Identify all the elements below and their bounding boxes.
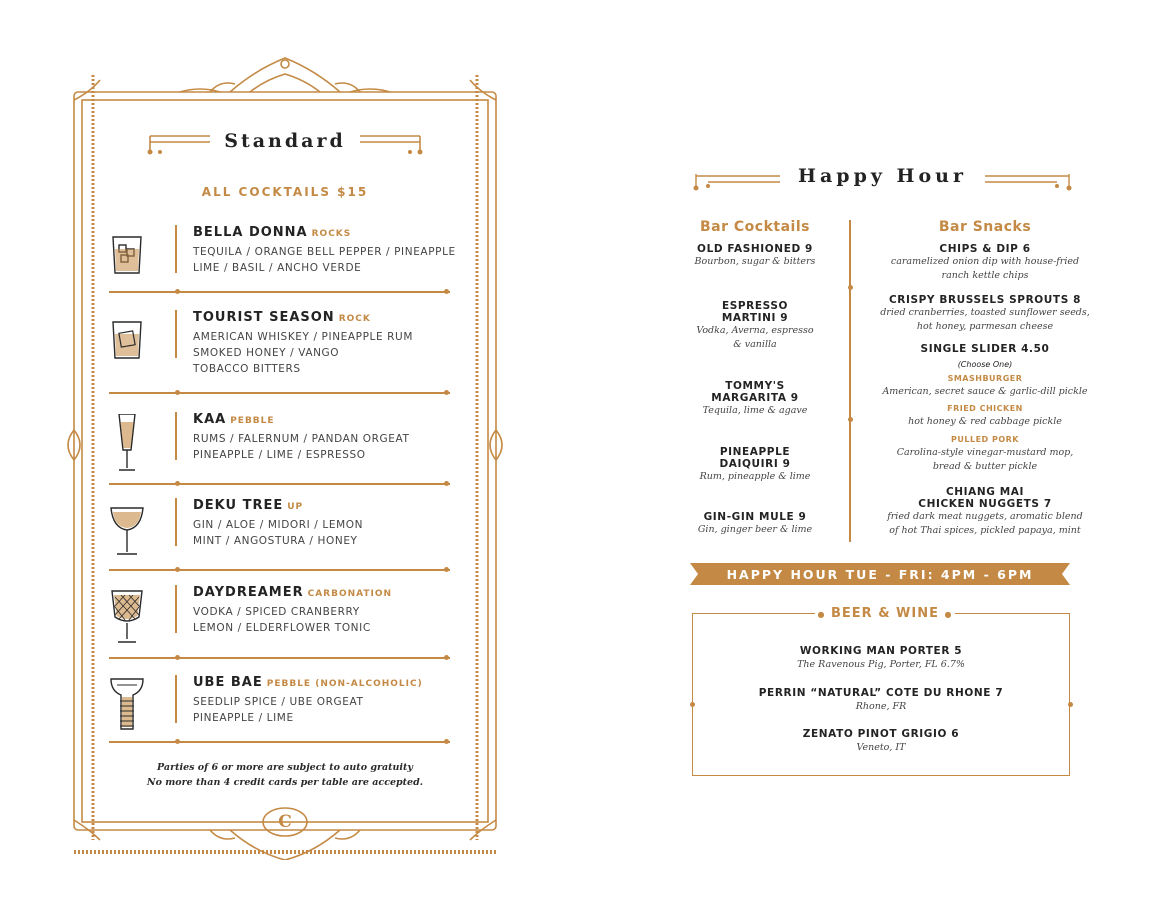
- separator: [109, 569, 450, 571]
- cocktail-name: UBE BAE PEBBLE (NON-ALCOHOLIC): [193, 675, 423, 690]
- cocktail-item: [109, 675, 451, 745]
- cocktail-name: DAYDREAMER CARBONATION: [193, 585, 393, 600]
- cocktail-ingredients: VODKA / SPICED CRANBERRY LEMON / ELDERFLOWER TONIC: [193, 606, 371, 634]
- divider-bar: [175, 412, 177, 460]
- beer-wine-item: PERRIN “NATURAL” COTE DU RHONE 7 Rhone, FR: [758, 687, 1004, 712]
- cocktail-item: [109, 585, 451, 655]
- bar-cocktail-item: PINEAPPLE DAIQUIRI 9 Rum, pineapple & lime: [699, 446, 811, 482]
- price-subtitle: ALL COCKTAILS $15: [201, 185, 369, 199]
- bar-cocktail-item: ESPRESSO MARTINI 9 Vodka, Averna, espresso & vanilla: [696, 300, 814, 350]
- standard-menu-panel: [60, 40, 510, 860]
- separator: [109, 657, 450, 659]
- separator: [109, 392, 450, 394]
- bar-cocktail-item: TOMMY'S MARGARITA 9 Tequila, lime & agave: [702, 380, 808, 416]
- beer-wine-item: ZENATO PINOT GRIGIO 6 Veneto, IT: [802, 728, 960, 753]
- bar-snack-item: SINGLE SLIDER 4.50 (Choose One) SMASHBURGER American, secret sauce & garlic-dill pickle FRIED CHICKEN hot honey & red cabbage pickle PULLED PORK Carolina-style vinegar-mustard mop, bread & butter pickle: [882, 343, 1088, 472]
- bar-snacks-heading: Bar Snacks: [938, 219, 1032, 235]
- cocktail-name: KAA PEBBLE: [193, 412, 275, 427]
- coupe-glass-icon: [109, 500, 145, 560]
- crystal-goblet-icon: [109, 587, 145, 647]
- separator: [109, 483, 450, 485]
- standard-title: Standard: [224, 130, 346, 152]
- cocktail-name: DEKU TREE UP: [193, 498, 304, 513]
- cocktail-item: [109, 412, 451, 482]
- flute-glass-icon: [109, 414, 145, 474]
- bar-snack-item: CHIANG MAI CHICKEN NUGGETS 7 fried dark meat nuggets, aromatic blend of hot Thai spices, pickled papaya, mint: [887, 486, 1083, 536]
- policy-notes: Parties of 6 or more are subject to auto gratuity No more than 4 credit cards per table are accepted.: [146, 762, 424, 788]
- cocktail-name: BELLA DONNA ROCKS: [193, 225, 352, 240]
- pebble-glass-icon: [109, 677, 145, 737]
- cocktail-item: [109, 498, 451, 568]
- beer-wine-item: WORKING MAN PORTER 5 The Ravenous Pig, Porter, FL 6.7%: [797, 645, 965, 670]
- happy-hour-title: Happy Hour: [798, 165, 967, 187]
- column-divider: [849, 220, 851, 542]
- cocktail-ingredients: TEQUILA / ORANGE BELL PEPPER / PINEAPPLE LIME / BASIL / ANCHO VERDE: [193, 246, 456, 274]
- separator: [109, 291, 450, 293]
- separator: [109, 741, 450, 743]
- rocks-glass-icon: [109, 227, 145, 287]
- happy-hour-times: HAPPY HOUR TUE - FRI: 4PM - 6PM: [726, 567, 1034, 582]
- rocks-glass-icon: [109, 312, 145, 372]
- bar-cocktail-item: OLD FASHIONED 9 Bourbon, sugar & bitters: [694, 243, 816, 267]
- cocktail-ingredients: RUMS / FALERNUM / PANDAN ORGEAT PINEAPPLE / LIME / ESPRESSO: [193, 433, 410, 461]
- cocktail-ingredients: SEEDLIP SPICE / UBE ORGEAT PINEAPPLE / LIME: [193, 696, 364, 724]
- cocktail-item: [109, 310, 451, 380]
- bar-snack-item: CHIPS & DIP 6 caramelized onion dip with house-fried ranch kettle chips: [890, 243, 1080, 281]
- divider-bar: [175, 585, 177, 633]
- beer-wine-title: ● BEER & WINE ●: [815, 606, 955, 621]
- cocktail-item: [109, 225, 456, 295]
- bar-cocktail-item: GIN-GIN MULE 9 Gin, ginger beer & lime: [697, 511, 813, 535]
- divider-bar: [175, 225, 177, 273]
- divider-bar: [175, 310, 177, 358]
- divider-bar: [175, 675, 177, 723]
- cocktail-name: TOURIST SEASON ROCK: [193, 310, 371, 325]
- bar-snack-item: CRISPY BRUSSELS SPROUTS 8 dried cranberries, toasted sunflower seeds, hot honey, parmesan cheese: [880, 294, 1090, 332]
- bar-cocktails-heading: Bar Cocktails: [700, 219, 810, 235]
- cocktail-ingredients: AMERICAN WHISKEY / PINEAPPLE RUM SMOKED HONEY / VANGO TOBACCO BITTERS: [193, 331, 413, 375]
- cocktail-ingredients: GIN / ALOE / MIDORI / LEMON MINT / ANGOSTURA / HONEY: [193, 519, 364, 547]
- monogram-logo: C: [278, 812, 292, 832]
- divider-bar: [175, 498, 177, 546]
